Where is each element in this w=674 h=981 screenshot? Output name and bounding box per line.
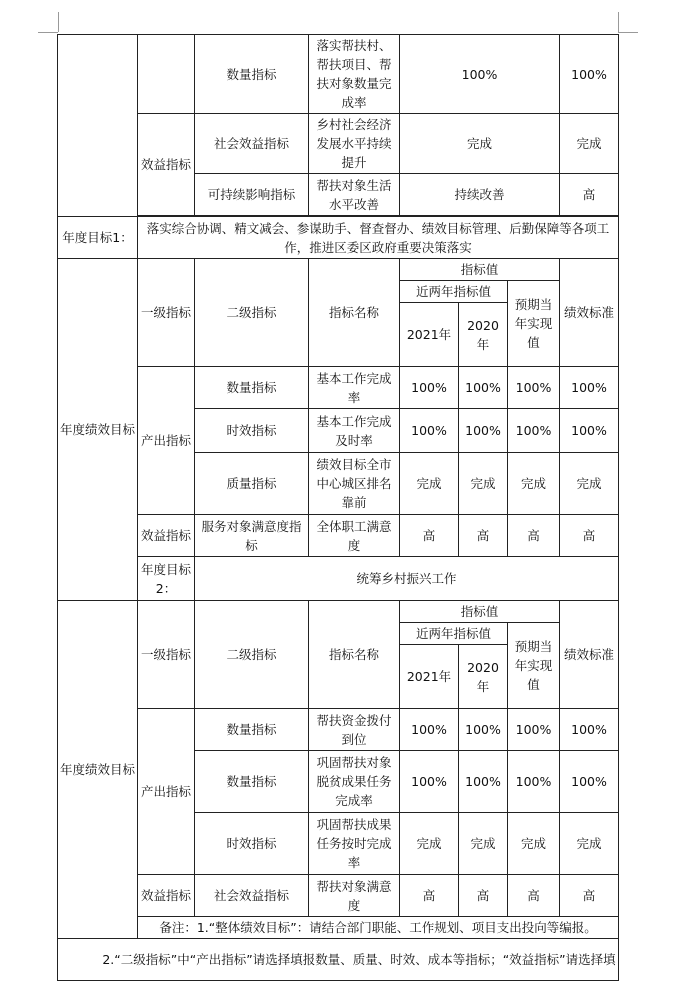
level2-cell: 时效指标	[195, 813, 309, 875]
section-label: 年度绩效目标	[58, 259, 138, 601]
value-2020: 100%	[459, 367, 508, 409]
table-row	[58, 709, 619, 751]
performance-target-table	[57, 34, 619, 981]
header-value: 指标值	[400, 601, 560, 623]
level2-cell: 服务对象满意度指标	[195, 515, 309, 557]
value-expected: 高	[508, 515, 560, 557]
value-2021: 高	[400, 515, 459, 557]
table-row	[58, 515, 619, 557]
goal-label: 年度目标1：	[58, 217, 138, 259]
value-expected: 100%	[508, 751, 560, 813]
level2-cell: 数量指标	[195, 367, 309, 409]
performance-standard: 高	[560, 174, 619, 216]
indicator-name: 巩固帮扶成果任务按时完成率	[309, 813, 400, 875]
value-2021: 完成	[400, 453, 459, 515]
blank-cell	[138, 35, 195, 114]
level1-benefit: 效益指标	[138, 875, 195, 917]
header-expected: 预期当年实现值	[508, 623, 560, 709]
crop-mark-top-left	[58, 12, 59, 32]
crop-mark-top-right	[618, 12, 619, 32]
table-row	[58, 35, 619, 114]
header-2021: 2021年	[400, 645, 459, 709]
goal-text: 落实综合协调、精文减会、参谋助手、督查督办、绩效目标管理、后勤保障等各项工作，推进区委区政府重要决策落实	[138, 217, 619, 259]
header-name: 指标名称	[309, 259, 400, 367]
blank-cell	[58, 35, 138, 217]
value-standard: 高	[560, 875, 619, 917]
header-name: 指标名称	[309, 601, 400, 709]
level1-cell: 效益指标	[138, 114, 195, 216]
level2-cell: 可持续影响指标	[195, 174, 309, 216]
table-header-row	[58, 259, 619, 281]
value-expected: 高	[508, 875, 560, 917]
level1-output: 产出指标	[138, 367, 195, 515]
level2-cell: 时效指标	[195, 409, 309, 453]
value-expected: 100%	[508, 409, 560, 453]
header-2021: 2021年	[400, 303, 459, 367]
header-level1: 一级指标	[138, 259, 195, 367]
goal-row	[58, 557, 619, 601]
indicator-value: 持续改善	[400, 174, 560, 216]
header-standard: 绩效标准	[560, 259, 619, 367]
value-standard: 完成	[560, 453, 619, 515]
note-row	[58, 917, 619, 939]
header-recent: 近两年指标值	[400, 623, 508, 645]
value-expected: 完成	[508, 813, 560, 875]
header-level2: 二级指标	[195, 601, 309, 709]
indicator-name: 帮扶资金拨付到位	[309, 709, 400, 751]
goal-text: 统筹乡村振兴工作	[195, 557, 619, 601]
note-line-2: 2.“二级指标”中“产出指标”请选择填报数量、质量、时效、成本等指标；“效益指标”请选择填	[58, 939, 619, 981]
table-row	[58, 367, 619, 409]
value-standard: 100%	[560, 751, 619, 813]
header-expected: 预期当年实现值	[508, 281, 560, 367]
value-2020: 高	[459, 875, 508, 917]
goal-label: 年度目标2：	[138, 557, 195, 601]
level2-cell: 数量指标	[195, 709, 309, 751]
value-2021: 100%	[400, 367, 459, 409]
level2-cell: 社会效益指标	[195, 114, 309, 174]
value-standard: 高	[560, 515, 619, 557]
indicator-name: 乡村社会经济发展水平持续提升	[309, 114, 400, 174]
header-recent: 近两年指标值	[400, 281, 508, 303]
table-row	[58, 114, 619, 174]
table-header-row	[58, 601, 619, 623]
indicator-name: 帮扶对象生活水平改善	[309, 174, 400, 216]
performance-standard: 完成	[560, 114, 619, 174]
value-2021: 100%	[400, 709, 459, 751]
value-2021: 100%	[400, 409, 459, 453]
section-label: 年度绩效目标	[58, 601, 138, 939]
header-2020: 2020年	[459, 645, 508, 709]
indicator-name: 绩效目标全市中心城区排名靠前	[309, 453, 400, 515]
value-standard: 100%	[560, 409, 619, 453]
level2-cell: 数量指标	[195, 35, 309, 114]
value-standard: 完成	[560, 813, 619, 875]
value-2021: 100%	[400, 751, 459, 813]
indicator-name: 落实帮扶村、帮扶项目、帮扶对象数量完成率	[309, 35, 400, 114]
value-2021: 完成	[400, 813, 459, 875]
table-row	[58, 875, 619, 917]
indicator-name: 巩固帮扶对象脱贫成果任务完成率	[309, 751, 400, 813]
value-expected: 完成	[508, 453, 560, 515]
crop-mark-top-right	[618, 32, 638, 33]
performance-standard: 100%	[560, 35, 619, 114]
header-level1: 一级指标	[138, 601, 195, 709]
header-value: 指标值	[400, 259, 560, 281]
indicator-name: 帮扶对象满意度	[309, 875, 400, 917]
header-standard: 绩效标准	[560, 601, 619, 709]
value-2020: 高	[459, 515, 508, 557]
indicator-value: 100%	[400, 35, 560, 114]
value-2020: 完成	[459, 453, 508, 515]
value-2020: 100%	[459, 751, 508, 813]
value-2020: 100%	[459, 409, 508, 453]
value-2020: 100%	[459, 709, 508, 751]
value-standard: 100%	[560, 709, 619, 751]
header-level2: 二级指标	[195, 259, 309, 367]
value-standard: 100%	[560, 367, 619, 409]
crop-mark-top-left	[38, 32, 58, 33]
value-expected: 100%	[508, 367, 560, 409]
goal-row	[58, 217, 619, 259]
value-expected: 100%	[508, 709, 560, 751]
header-2020: 2020年	[459, 303, 508, 367]
indicator-name: 基本工作完成及时率	[309, 409, 400, 453]
level1-benefit: 效益指标	[138, 515, 195, 557]
level2-cell: 社会效益指标	[195, 875, 309, 917]
indicator-name: 基本工作完成率	[309, 367, 400, 409]
level1-output: 产出指标	[138, 709, 195, 875]
indicator-value: 完成	[400, 114, 560, 174]
value-2021: 高	[400, 875, 459, 917]
note-row	[58, 939, 619, 981]
note-line-1: 备注：1.“整体绩效目标”：请结合部门职能、工作规划、项目支出投向等编报。	[138, 917, 619, 939]
value-2020: 完成	[459, 813, 508, 875]
level2-cell: 数量指标	[195, 751, 309, 813]
indicator-name: 全体职工满意度	[309, 515, 400, 557]
level2-cell: 质量指标	[195, 453, 309, 515]
